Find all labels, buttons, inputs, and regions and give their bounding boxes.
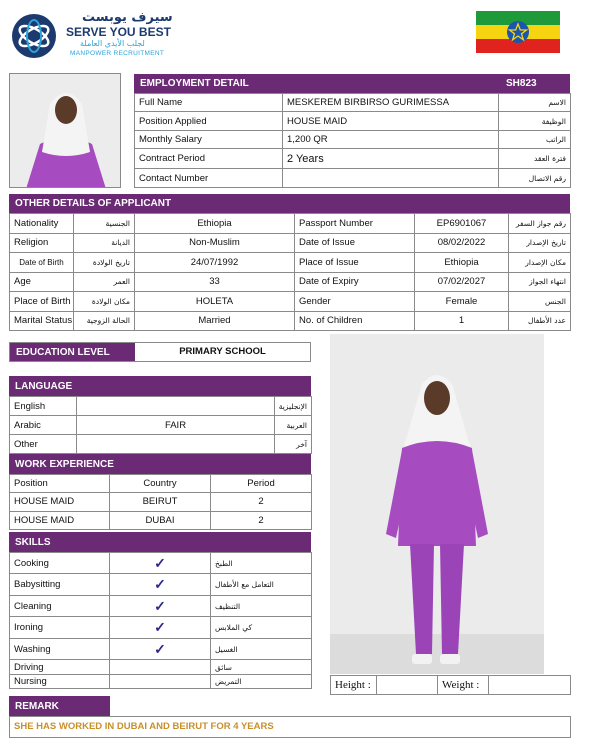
field-label: Religion bbox=[10, 233, 74, 253]
field-label: Contact Number bbox=[135, 169, 283, 188]
table-row bbox=[10, 511, 312, 529]
field-label-arabic: تاريخ الولادة bbox=[74, 253, 135, 273]
table-row bbox=[10, 435, 312, 454]
language-name-arabic: العربية bbox=[275, 416, 312, 435]
skill-name-arabic: سائق bbox=[211, 660, 312, 674]
field-label-arabic: الحالة الزوجية bbox=[74, 311, 135, 331]
logo-mark-icon bbox=[10, 12, 62, 60]
remark-title: REMARK bbox=[15, 700, 59, 712]
skill-name-arabic: التنظيف bbox=[211, 595, 312, 616]
field-label: Monthly Salary bbox=[135, 130, 283, 148]
field-value: Married bbox=[135, 311, 295, 331]
company-logo bbox=[10, 10, 175, 60]
logo-arabic-sub: لجلب الأيدي العاملة bbox=[80, 39, 145, 48]
table-row bbox=[10, 660, 312, 674]
table-row bbox=[10, 272, 571, 292]
skill-name: Driving bbox=[10, 660, 110, 674]
remark-header bbox=[9, 696, 110, 716]
field-value: 1 bbox=[415, 311, 509, 331]
reference-number: SH823 bbox=[506, 78, 537, 89]
table-row bbox=[10, 214, 571, 234]
skill-name-arabic: كي الملابس bbox=[211, 617, 312, 638]
field-label-arabic: عدد الأطفال bbox=[509, 311, 571, 331]
check-icon: ✓ bbox=[110, 574, 211, 595]
column-header: Period bbox=[211, 475, 312, 493]
table-row bbox=[10, 416, 312, 435]
remark-box bbox=[9, 716, 571, 738]
work-position: HOUSE MAID bbox=[10, 493, 110, 511]
field-label: Nationality bbox=[10, 214, 74, 234]
skill-name: Cleaning bbox=[10, 595, 110, 616]
table-row bbox=[135, 169, 571, 188]
skill-name: Cooking bbox=[10, 553, 110, 574]
field-label-arabic: الجنس bbox=[509, 292, 571, 312]
work-position: HOUSE MAID bbox=[10, 511, 110, 529]
language-table bbox=[9, 396, 311, 454]
table-row bbox=[10, 233, 571, 253]
language-name-arabic: آخر bbox=[275, 435, 312, 454]
skill-name-arabic: التمريض bbox=[211, 674, 312, 688]
field-label-arabic: الجنسية bbox=[74, 214, 135, 234]
field-value: 08/02/2022 bbox=[415, 233, 509, 253]
skills-header bbox=[9, 532, 311, 552]
work-period: 2 bbox=[211, 493, 312, 511]
field-label-arabic: فترة العقد bbox=[499, 149, 571, 169]
weight-value bbox=[488, 676, 570, 694]
table-row bbox=[10, 574, 312, 595]
other-details-header bbox=[9, 194, 570, 213]
table-row bbox=[135, 112, 571, 130]
height-value bbox=[376, 676, 438, 694]
skill-name: Babysitting bbox=[10, 574, 110, 595]
field-label-arabic: مكان الولادة bbox=[74, 292, 135, 312]
table-row bbox=[10, 674, 312, 688]
field-label: Passport Number bbox=[295, 214, 415, 234]
check-icon: ✓ bbox=[110, 638, 211, 659]
table-row bbox=[10, 617, 312, 638]
logo-name: SERVE YOU BEST bbox=[66, 25, 171, 39]
field-label-arabic: الديانة bbox=[74, 233, 135, 253]
field-label-arabic: رقم جواز السفر bbox=[509, 214, 571, 234]
employment-table bbox=[134, 93, 570, 188]
ethiopia-flag-icon bbox=[476, 11, 560, 53]
field-label-arabic: الراتب bbox=[499, 130, 571, 148]
education-label: EDUCATION LEVEL bbox=[10, 343, 135, 361]
language-title: LANGUAGE bbox=[15, 380, 73, 392]
field-label-arabic: تاريخ الإصدار bbox=[509, 233, 571, 253]
table-row bbox=[10, 553, 312, 574]
field-label: No. of Children bbox=[295, 311, 415, 331]
field-value: 1,200 QR bbox=[283, 130, 499, 148]
other-details-title: OTHER DETAILS OF APPLICANT bbox=[15, 198, 172, 209]
language-name: Arabic bbox=[10, 416, 77, 435]
field-label: Date of Issue bbox=[295, 233, 415, 253]
field-label-arabic: رقم الاتصال bbox=[499, 169, 571, 188]
field-label: Place of Birth bbox=[10, 292, 74, 312]
table-row bbox=[10, 595, 312, 616]
field-label: Position Applied bbox=[135, 112, 283, 130]
skill-name: Ironing bbox=[10, 617, 110, 638]
field-label: Date of Birth bbox=[10, 253, 74, 273]
language-name: English bbox=[10, 397, 77, 416]
field-label: Date of Expiry bbox=[295, 272, 415, 292]
applicant-photo-large bbox=[330, 334, 544, 674]
field-value: EP6901067 bbox=[415, 214, 509, 234]
table-row bbox=[135, 149, 571, 169]
skill-name-arabic: التعامل مع الأطفال bbox=[211, 574, 312, 595]
employment-detail-header bbox=[134, 74, 570, 93]
check-icon: ✓ bbox=[110, 595, 211, 616]
language-level bbox=[77, 435, 275, 454]
table-row bbox=[10, 638, 312, 659]
weight-label: Weight : bbox=[442, 679, 480, 691]
employment-detail-title: EMPLOYMENT DETAIL bbox=[140, 78, 249, 89]
column-header: Country bbox=[110, 475, 211, 493]
check-icon: ✓ bbox=[110, 617, 211, 638]
field-value: 24/07/1992 bbox=[135, 253, 295, 273]
table-row bbox=[10, 493, 312, 511]
field-label: Place of Issue bbox=[295, 253, 415, 273]
logo-arabic: سيرف يوبست bbox=[82, 10, 173, 25]
skills-table bbox=[9, 552, 311, 689]
field-value: HOUSE MAID bbox=[283, 112, 499, 130]
table-row bbox=[10, 292, 571, 312]
other-details-table bbox=[9, 213, 570, 331]
height-label: Height : bbox=[335, 679, 371, 691]
field-value: Female bbox=[415, 292, 509, 312]
work-experience-header bbox=[9, 454, 311, 474]
field-label: Age bbox=[10, 272, 74, 292]
education-value: PRIMARY SCHOOL bbox=[179, 346, 266, 357]
field-value: 33 bbox=[135, 272, 295, 292]
field-value: Ethiopia bbox=[135, 214, 295, 234]
work-period: 2 bbox=[211, 511, 312, 529]
column-header: Position bbox=[10, 475, 110, 493]
work-experience-title: WORK EXPERIENCE bbox=[15, 458, 114, 470]
field-value bbox=[283, 169, 499, 188]
field-value: Ethiopia bbox=[415, 253, 509, 273]
field-value: MESKEREM BIRBIRSO GURIMESSA bbox=[283, 94, 499, 112]
skill-name: Nursing bbox=[10, 674, 110, 688]
skill-name: Washing bbox=[10, 638, 110, 659]
applicant-photo-small bbox=[9, 73, 121, 188]
table-row bbox=[135, 130, 571, 148]
skill-name-arabic: الطبخ bbox=[211, 553, 312, 574]
remark-text: SHE HAS WORKED IN DUBAI AND BEIRUT FOR 4 YEARS bbox=[14, 721, 274, 732]
work-experience-table bbox=[9, 474, 311, 530]
skill-check-empty bbox=[110, 674, 211, 688]
language-header bbox=[9, 376, 311, 396]
field-value: Non-Muslim bbox=[135, 233, 295, 253]
work-country: BEIRUT bbox=[110, 493, 211, 511]
field-label: Marital Status bbox=[10, 311, 74, 331]
language-level bbox=[77, 397, 275, 416]
field-label-arabic: العمر bbox=[74, 272, 135, 292]
field-label-arabic: الاسم bbox=[499, 94, 571, 112]
table-row bbox=[10, 311, 571, 331]
field-label: Contract Period bbox=[135, 149, 283, 169]
field-label-arabic: انتهاء الجواز bbox=[509, 272, 571, 292]
field-label: Gender bbox=[295, 292, 415, 312]
table-row bbox=[10, 397, 312, 416]
language-name-arabic: الإنجليزية bbox=[275, 397, 312, 416]
field-label-arabic: الوظيفة bbox=[499, 112, 571, 130]
skill-name-arabic: الغسيل bbox=[211, 638, 312, 659]
language-name: Other bbox=[10, 435, 77, 454]
table-row bbox=[10, 475, 312, 493]
field-label: Full Name bbox=[135, 94, 283, 112]
measurements-row bbox=[330, 675, 571, 695]
skills-title: SKILLS bbox=[15, 536, 51, 548]
check-icon: ✓ bbox=[110, 553, 211, 574]
field-value: 2 Years bbox=[283, 149, 499, 169]
field-label-arabic: مكان الإصدار bbox=[509, 253, 571, 273]
field-value: HOLETA bbox=[135, 292, 295, 312]
field-value: 07/02/2027 bbox=[415, 272, 509, 292]
logo-sub: MANPOWER RECRUITMENT bbox=[70, 50, 165, 57]
work-country: DUBAI bbox=[110, 511, 211, 529]
skill-check-empty bbox=[110, 660, 211, 674]
language-level: FAIR bbox=[77, 416, 275, 435]
education-row bbox=[9, 342, 311, 362]
table-row bbox=[135, 94, 571, 112]
table-row bbox=[10, 253, 571, 273]
